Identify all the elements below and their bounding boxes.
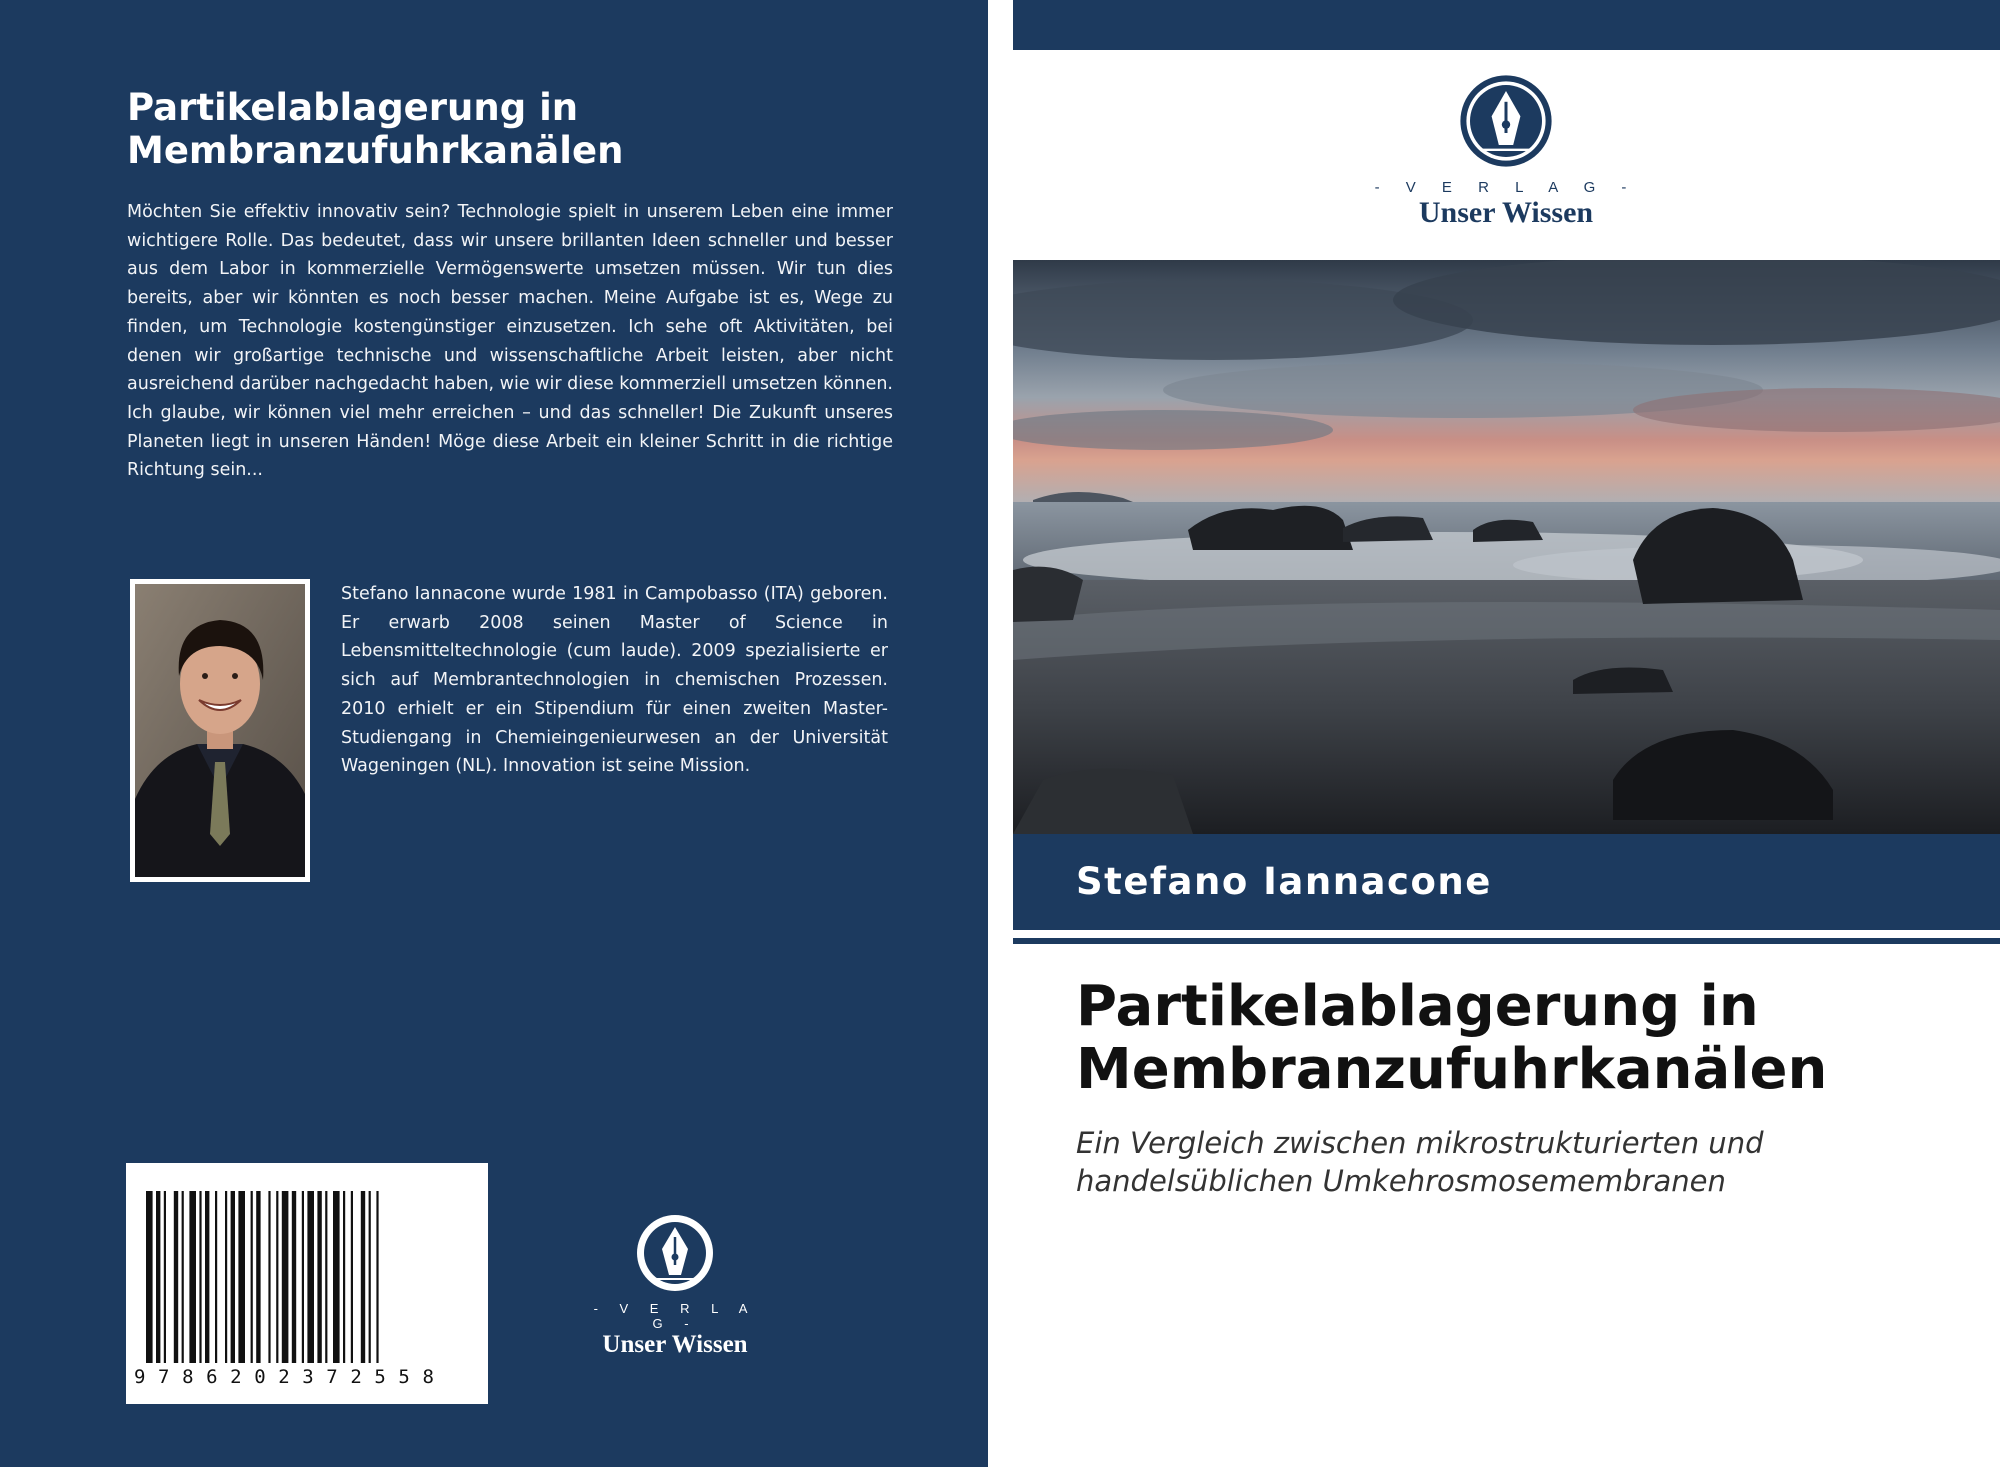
barcode-bar <box>156 1191 160 1363</box>
front-publisher-logo <box>1371 73 1641 229</box>
barcode-bar <box>238 1191 245 1363</box>
barcode-bar <box>268 1191 270 1363</box>
front-logo-name: Unser Wissen <box>1418 196 1594 229</box>
barcode-bar <box>182 1191 184 1363</box>
fountain-pen-nib-icon <box>1458 73 1554 169</box>
barcode-bar <box>292 1191 296 1363</box>
barcode-bar <box>205 1191 209 1363</box>
fountain-pen-nib-icon <box>635 1213 715 1293</box>
front-author-name: Stefano Iannacone <box>1076 860 1492 903</box>
cover-photo-seascape <box>1013 260 2000 834</box>
barcode-bar <box>251 1191 253 1363</box>
barcode-bar <box>333 1191 340 1363</box>
barcode-bar <box>164 1191 166 1363</box>
barcode-bar <box>189 1191 196 1363</box>
back-publisher-logo <box>585 1213 765 1358</box>
back-logo-name: Unser Wissen <box>602 1331 748 1358</box>
barcode-bar <box>146 1191 153 1363</box>
barcode-bar <box>174 1191 178 1363</box>
author-bio: Stefano Iannacone wurde 1981 in Campobasso (ITA) geboren. Er erwarb 2008 seinen Master of Science in Lebensmitteltechnologie (cum laude). 2009 spezialisierte er sich auf Membrantechnologien in chemischen Prozessen. 2010 erhielt er ein Stipendium für einen zweiten Master-Studiengang in Chemieingenieurwesen an der Universität Wageningen (NL). Innovation ist seine Mission. <box>341 584 888 777</box>
isbn-barcode <box>126 1163 488 1404</box>
barcode-bar <box>276 1191 278 1363</box>
barcode-bar <box>369 1191 371 1363</box>
title-divider <box>1013 938 2000 944</box>
barcode-bar <box>231 1191 235 1363</box>
front-top-bar <box>1013 0 2000 50</box>
author-band <box>1013 834 2000 930</box>
barcode-bar <box>215 1191 217 1363</box>
barcode-bar <box>376 1191 378 1363</box>
barcode-bar <box>282 1191 289 1363</box>
front-cover <box>1013 0 2000 1467</box>
barcode-bar <box>343 1191 345 1363</box>
barcode-bar <box>361 1191 365 1363</box>
spine-gap <box>988 0 1013 1467</box>
back-logo-verlag-label: - V E R L A G - <box>593 1301 757 1331</box>
barcode-bar <box>325 1191 327 1363</box>
barcode-bar <box>256 1191 260 1363</box>
front-logo-verlag-label: - V E R L A G - <box>1374 179 1638 196</box>
front-cover-title: Partikelablagerung in Membranzufuhrkanälen <box>1076 974 1828 1102</box>
barcode-bar <box>307 1191 314 1363</box>
back-cover <box>0 0 988 1467</box>
author-photo <box>130 579 310 882</box>
barcode-bar <box>317 1191 321 1363</box>
barcode-bar <box>351 1191 353 1363</box>
barcode-bar <box>225 1191 227 1363</box>
isbn-number: 9786202372558 <box>134 1366 447 1388</box>
back-cover-title: Partikelablagerung in Membranzufuhrkanälen <box>127 86 624 172</box>
barcode-bar <box>199 1191 201 1363</box>
front-cover-subtitle: Ein Vergleich zwischen mikrostrukturierten und handelsüblichen Umkehrosmosemembranen <box>1076 1126 1764 1198</box>
back-cover-blurb: Möchten Sie effektiv innovativ sein? Technologie spielt in unserem Leben eine immer wichtigere Rolle. Das bedeutet, dass wir unsere brillanten Ideen schneller und besser aus dem Labor in kommerzielle Vermögenswerte umsetzen müssen. Wir tun dies bereits, aber wir könnten es noch besser machen. Meine Aufgabe ist es, Wege zu finden, um Technologie kostengünstiger einzusetzen. Ich sehe oft Aktivitäten, bei denen wir großartige technische und wissenschaftliche Arbeit leisten, aber nicht ausreichend darüber nachgedacht haben, wie wir diese kommerziell umsetzen können. Ich glaube, wir können viel mehr erreichen – und das schneller! Die Zukunft unseres Planeten liegt in unseren Händen! Möge diese Arbeit ein kleiner Schritt in die richtige Richtung sein... <box>127 202 893 481</box>
barcode-bar <box>302 1191 304 1363</box>
